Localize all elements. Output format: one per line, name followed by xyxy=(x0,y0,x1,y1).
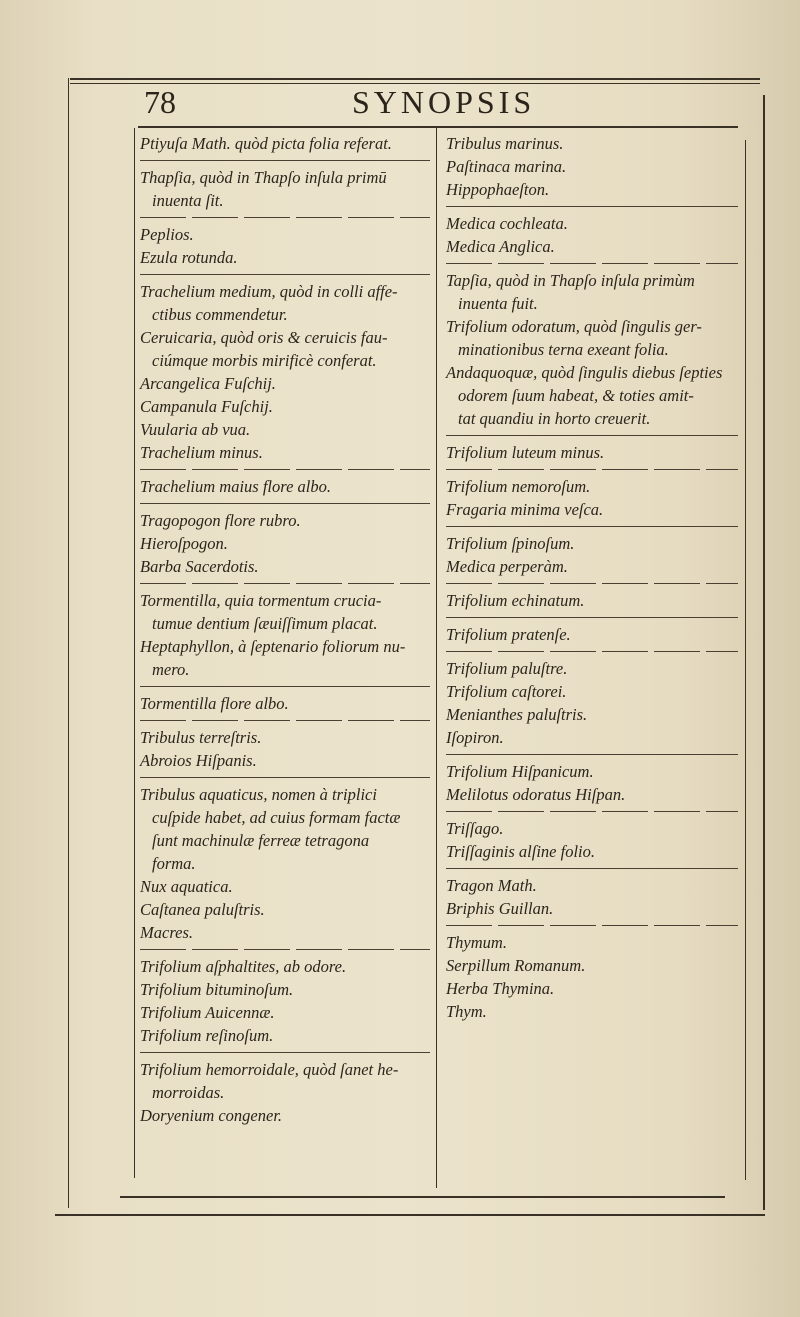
entry-line: Ezula rotunda. xyxy=(140,248,238,267)
entry-line: Trachelium maius flore albo. xyxy=(140,477,331,496)
column-rule-left xyxy=(134,128,135,1178)
entry-line: Tribulus marinus. xyxy=(446,134,564,153)
entry-separator xyxy=(140,160,430,161)
entry-line: Doryenium congener. xyxy=(140,1106,283,1125)
synonym-entry xyxy=(140,783,430,944)
entry-separator xyxy=(446,925,738,926)
entry-line: Trifolium ſpinoſum. xyxy=(446,534,575,553)
entry-line: Nux aquatica. xyxy=(140,877,233,896)
synonym-entry xyxy=(446,441,738,464)
entry-line: mero. xyxy=(152,660,190,679)
synonym-entry xyxy=(140,132,430,155)
entry-separator xyxy=(140,777,430,778)
entry-line: Trifolium caſtorei. xyxy=(446,682,567,701)
entry-line: Trifolium Hiſpanicum. xyxy=(446,762,594,781)
entry-separator xyxy=(140,1052,430,1053)
entry-separator xyxy=(140,720,430,721)
synonym-entry xyxy=(140,223,430,269)
entry-line: ctibus commendetur. xyxy=(152,305,288,324)
synonym-entry xyxy=(140,589,430,681)
synonym-entry xyxy=(140,726,430,772)
synonym-entry xyxy=(446,532,738,578)
synonym-entry xyxy=(140,280,430,464)
entry-line: Trifolium pratenſe. xyxy=(446,625,571,644)
entry-line: Caſtanea paluſtris. xyxy=(140,900,265,919)
entry-line: Trifolium echinatum. xyxy=(446,591,585,610)
entry-line: tat quandiu in horto creuerit. xyxy=(458,409,651,428)
entry-line: tumue dentium ſæuiſſimum placat. xyxy=(152,614,378,633)
entry-line: Heptaphyllon, à ſeptenario foliorum nu- xyxy=(140,637,406,656)
entry-separator xyxy=(446,811,738,812)
entry-line: Herba Thymina. xyxy=(446,979,555,998)
frame-rule-bottom xyxy=(55,1214,765,1216)
entry-line: ciúmque morbis mirificè conferat. xyxy=(152,351,377,370)
entry-line: Medica perperàm. xyxy=(446,557,568,576)
entry-line: Iſopiron. xyxy=(446,728,504,747)
entry-separator xyxy=(140,469,430,470)
synonym-entry xyxy=(446,874,738,920)
synonym-entry xyxy=(446,657,738,749)
entry-line: Ceruicaria, quòd oris & ceruicis fau- xyxy=(140,328,388,347)
entry-line: Triſſago. xyxy=(446,819,504,838)
entry-line: Trifolium reſinoſum. xyxy=(140,1026,274,1045)
frame-rule-right xyxy=(763,95,765,1210)
entry-line: Abroios Hiſpanis. xyxy=(140,751,257,770)
entry-line: Thym. xyxy=(446,1002,487,1021)
entry-line: Trifolium paluſtre. xyxy=(446,659,568,678)
entry-line: Fragaria minima veſca. xyxy=(446,500,604,519)
entry-line: Barba Sacerdotis. xyxy=(140,557,259,576)
entry-separator xyxy=(446,469,738,470)
entry-line: Tormentilla, quia tormentum crucia- xyxy=(140,591,382,610)
entry-separator xyxy=(140,583,430,584)
synonym-entry xyxy=(446,589,738,612)
entry-line: Trifolium aſphaltites, ab odore. xyxy=(140,957,347,976)
head-rule xyxy=(138,126,738,128)
entry-line: cuſpide habet, ad cuius formam factæ xyxy=(152,808,401,827)
entry-line: Hippophaeſton. xyxy=(446,180,550,199)
synonym-entry xyxy=(140,475,430,498)
column-rule-right xyxy=(745,140,746,1180)
entry-separator xyxy=(446,651,738,652)
entry-line: Thymum. xyxy=(446,933,507,952)
entry-line: Menianthes paluſtris. xyxy=(446,705,588,724)
entry-line: ſunt machinulæ ferreæ tetragona xyxy=(152,831,370,850)
synonym-entry xyxy=(140,692,430,715)
entry-separator xyxy=(446,583,738,584)
entry-line: Triſſaginis alſine folio. xyxy=(446,842,595,861)
column-divider xyxy=(436,128,437,1188)
entry-line: Tribulus aquaticus, nomen à triplici xyxy=(140,785,377,804)
entry-line: Arcangelica Fuſchij. xyxy=(140,374,276,393)
synonym-entry xyxy=(140,955,430,1047)
synonym-entry xyxy=(446,931,738,1023)
running-head: SYNOPSIS xyxy=(352,84,536,120)
entry-separator xyxy=(446,435,738,436)
entry-line: Melilotus odoratus Hiſpan. xyxy=(446,785,626,804)
entry-line: inuenta ſit. xyxy=(152,191,224,210)
entry-separator xyxy=(140,274,430,275)
entry-separator xyxy=(140,503,430,504)
synonym-entry xyxy=(446,623,738,646)
synonym-entry xyxy=(446,212,738,258)
entry-line: Briphis Guillan. xyxy=(446,899,554,918)
entry-line: Andaquoquæ, quòd ſingulis diebus ſepties xyxy=(446,363,723,382)
entry-line: morroidas. xyxy=(152,1083,225,1102)
entry-line: Medica Anglica. xyxy=(446,237,555,256)
entry-line: forma. xyxy=(152,854,196,873)
entry-separator xyxy=(446,754,738,755)
entry-line: Tribulus terreſtris. xyxy=(140,728,262,747)
entry-line: Hieroſpogon. xyxy=(140,534,228,553)
entry-line: Vuularia ab vua. xyxy=(140,420,251,439)
entry-line: minationibus terna exeant folia. xyxy=(458,340,669,359)
entry-line: Thapſia, quòd in Thapſo inſula primū xyxy=(140,168,387,187)
synonym-entry xyxy=(446,132,738,201)
entry-line: Tormentilla flore albo. xyxy=(140,694,289,713)
page-number: 78 xyxy=(144,84,176,120)
entry-line: Tragopogon flore rubro. xyxy=(140,511,301,530)
entry-line: Campanula Fuſchij. xyxy=(140,397,273,416)
left-column xyxy=(140,132,430,1127)
entry-separator xyxy=(446,617,738,618)
entry-line: Trifolium hemorroidale, quòd ſanet he- xyxy=(140,1060,399,1079)
entry-line: Trifolium luteum minus. xyxy=(446,443,605,462)
frame-rule-left xyxy=(68,78,69,1208)
synonym-entry xyxy=(446,817,738,863)
entry-separator xyxy=(446,526,738,527)
entry-separator xyxy=(140,217,430,218)
synonym-entry xyxy=(140,1058,430,1127)
frame-rule-top xyxy=(70,78,760,80)
synonym-entry xyxy=(140,509,430,578)
synonym-entry xyxy=(140,166,430,212)
synonym-entry xyxy=(446,269,738,430)
entry-separator xyxy=(140,949,430,950)
entry-line: odorem ſuum habeat, & toties amit- xyxy=(458,386,694,405)
right-column xyxy=(446,132,738,1023)
frame-rule-bottom-inner xyxy=(120,1196,725,1198)
synonym-entry xyxy=(446,475,738,521)
entry-line: Trifolium Auicennæ. xyxy=(140,1003,275,1022)
entry-line: Macres. xyxy=(140,923,193,942)
entry-line: Trifolium nemoroſum. xyxy=(446,477,591,496)
entry-line: Medica cochleata. xyxy=(446,214,568,233)
entry-line: inuenta fuit. xyxy=(458,294,538,313)
entry-line: Tragon Math. xyxy=(446,876,537,895)
entry-line: Peplios. xyxy=(140,225,194,244)
entry-separator xyxy=(446,263,738,264)
synonym-entry xyxy=(446,760,738,806)
entry-line: Ptiyuſa Math. quòd picta folia referat. xyxy=(140,134,392,153)
entry-line: Trachelium medium, quòd in colli affe- xyxy=(140,282,398,301)
entry-line: Trifolium odoratum, quòd ſingulis ger- xyxy=(446,317,702,336)
entry-separator xyxy=(446,206,738,207)
entry-line: Trifolium bituminoſum. xyxy=(140,980,294,999)
entry-line: Trachelium minus. xyxy=(140,443,263,462)
entry-line: Tapſia, quòd in Thapſo inſula primùm xyxy=(446,271,695,290)
entry-line: Serpillum Romanum. xyxy=(446,956,586,975)
entry-separator xyxy=(140,686,430,687)
entry-line: Paſtinaca marina. xyxy=(446,157,567,176)
entry-separator xyxy=(446,868,738,869)
